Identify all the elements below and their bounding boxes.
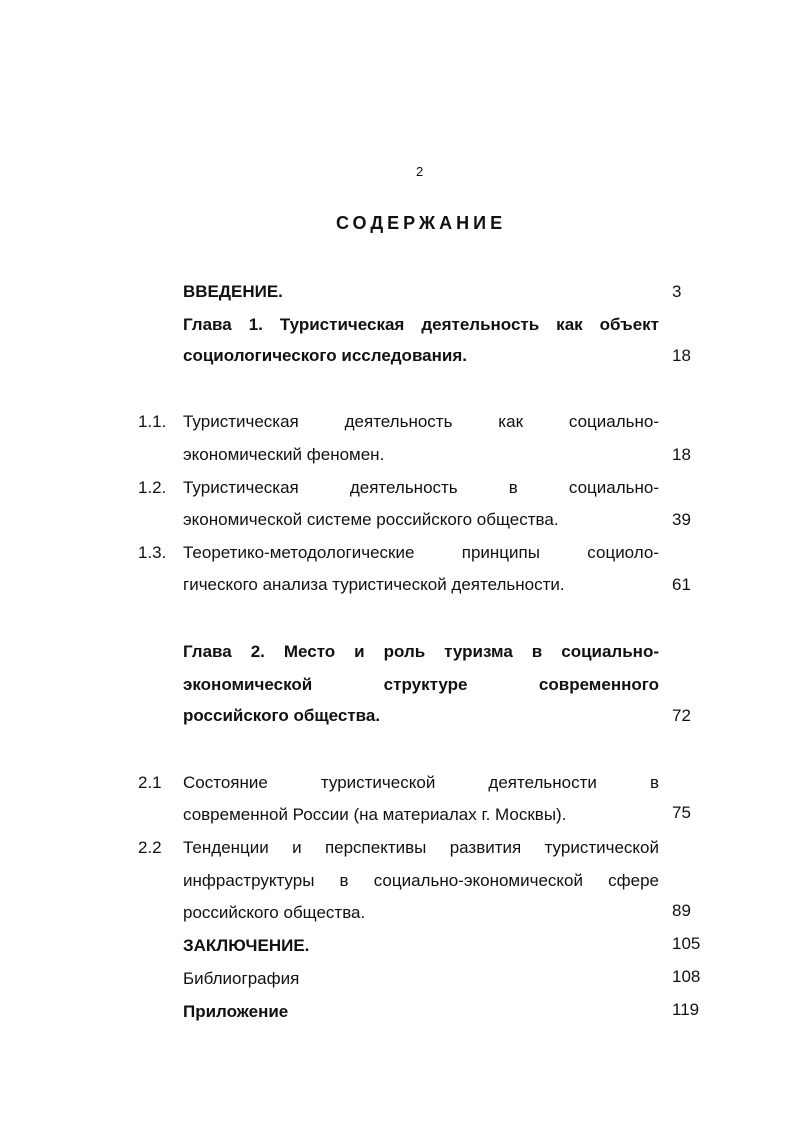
toc-page-2-2: 89 [672,901,691,920]
toc-entry-chapter1-line2: социологического исследования. [183,346,467,365]
toc-entry-chapter2-line1: Глава 2. Место и роль туризма в социально- [183,642,659,661]
toc-entry-chapter2-line2: экономической структуре современного [183,675,659,694]
toc-number-1-1: 1.1. [138,412,167,431]
toc-entry-intro: ВВЕДЕНИЕ. [183,282,283,301]
toc-entry-1-3-line2: гического анализа туристической деятельности. [183,575,565,594]
toc-page-1-1: 18 [672,445,691,464]
toc-page-1-2: 39 [672,510,691,529]
toc-page-2-1: 75 [672,803,691,822]
toc-page-conclusion: 105 [672,934,701,953]
toc-entry-2-1-line2: современной России (на материалах г. Москвы). [183,805,567,824]
toc-page-chapter1: 18 [672,346,691,365]
toc-entry-chapter1-line1: Глава 1. Туристическая деятельность как объект [183,315,659,334]
toc-entry-chapter2-line3: российского общества. [183,706,381,725]
toc-entry-2-1-line1: Состояние туристической деятельности в [183,773,659,792]
page-title: СОДЕРЖАНИЕ [336,213,507,233]
toc-entry-2-2-line2: инфраструктуры в социально-экономической сфере [183,871,659,890]
toc-number-1-3: 1.3. [138,543,167,562]
toc-entry-1-2-line1: Туристическая деятельность в социально- [183,478,659,497]
toc-entry-appendix: Приложение [183,1002,289,1021]
toc-number-2-1: 2.1 [138,773,162,792]
page-number: 2 [416,164,424,179]
toc-entry-1-1-line2: экономический феномен. [183,445,385,464]
toc-page-1-3: 61 [672,575,691,594]
toc-entry-1-2-line2: экономической системе российского общества. [183,510,559,529]
toc-number-2-2: 2.2 [138,838,162,857]
toc-page-appendix: 119 [672,1000,700,1019]
toc-entry-1-1-line1: Туристическая деятельность как социально- [183,412,659,431]
toc-page-intro: 3 [672,282,682,301]
toc-entry-conclusion: ЗАКЛЮЧЕНИЕ. [183,936,310,955]
toc-entry-2-2-line3: российского общества. [183,903,366,922]
toc-entry-1-3-line1: Теоретико-методологические принципы социоло- [183,543,659,562]
toc-page-chapter2: 72 [672,706,691,725]
toc-entry-2-2-line1: Тенденции и перспективы развития туристической [183,838,659,857]
toc-entry-bibliography: Библиография [183,969,300,988]
toc-page-bibliography: 108 [672,967,701,986]
toc-number-1-2: 1.2. [138,478,167,497]
